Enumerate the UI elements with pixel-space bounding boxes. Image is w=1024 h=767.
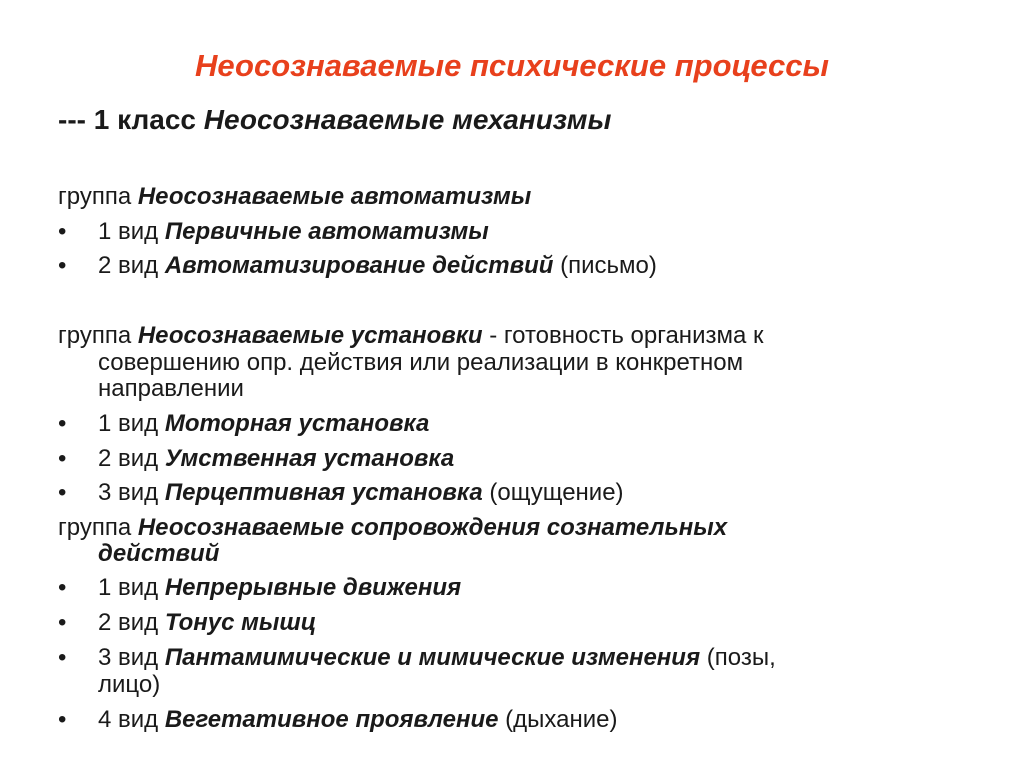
class-prefix: --- 1 класс	[58, 104, 204, 135]
list-item	[58, 251, 657, 281]
item-suffix: (ощущение)	[482, 479, 624, 506]
list-item	[58, 409, 429, 439]
bullet-icon: •	[58, 479, 67, 506]
item-prefix: 1 вид	[98, 218, 165, 245]
class-name: Неосознаваемые механизмы	[203, 104, 612, 135]
bullet-icon: •	[58, 252, 67, 279]
item-prefix: 3 вид	[98, 479, 165, 506]
item-name: Перцептивная установка	[164, 479, 483, 506]
bullet-icon: •	[58, 410, 67, 437]
list-item	[58, 573, 461, 603]
group-description: - готовность организма к	[482, 322, 764, 349]
group-description-line: направлении	[98, 375, 244, 402]
group-name-line2: действий	[98, 540, 220, 567]
item-name: Вегетативное проявление	[164, 706, 499, 733]
bullet-icon: •	[58, 644, 67, 671]
group-name: Неосознаваемые сопровождения сознательных	[137, 514, 728, 541]
item-suffix-continuation: лицо)	[98, 671, 161, 698]
group-prefix: группа	[58, 322, 138, 349]
bullet-icon: •	[58, 706, 67, 733]
group-name-continuation	[98, 539, 219, 569]
bullet-icon: •	[58, 218, 67, 245]
item-prefix: 3 вид	[98, 644, 165, 671]
item-prefix: 4 вид	[98, 706, 165, 733]
group-description-line: совершению опр. действия или реализации в конкретном	[98, 349, 744, 376]
item-name: Непрерывные движения	[164, 574, 462, 601]
list-item	[58, 705, 618, 735]
item-name: Тонус мышц	[164, 609, 317, 636]
item-name: Первичные автоматизмы	[164, 218, 489, 245]
bullet-icon: •	[58, 574, 67, 601]
group-heading	[58, 321, 764, 351]
item-prefix: 2 вид	[98, 252, 165, 279]
group-heading	[58, 182, 531, 212]
bullet-icon: •	[58, 609, 67, 636]
group-name: Неосознаваемые установки	[137, 322, 483, 349]
list-item	[58, 478, 624, 508]
list-item	[58, 608, 316, 638]
group-prefix: группа	[58, 183, 138, 210]
group-name: Неосознаваемые автоматизмы	[137, 183, 532, 210]
item-name: Моторная установка	[164, 410, 430, 437]
item-name: Умственная установка	[164, 445, 455, 472]
item-suffix: (позы,	[700, 644, 776, 671]
bullet-icon: •	[58, 445, 67, 472]
item-name: Пантамимические и мимические изменения	[164, 644, 701, 671]
list-item	[58, 217, 489, 247]
item-prefix: 1 вид	[98, 574, 165, 601]
item-prefix: 1 вид	[98, 410, 165, 437]
item-suffix: (дыхание)	[498, 706, 618, 733]
list-item	[58, 444, 454, 474]
class-heading	[58, 102, 611, 138]
item-name: Автоматизирование действий	[164, 252, 554, 279]
list-item	[58, 643, 776, 673]
item-prefix: 2 вид	[98, 445, 165, 472]
slide-title: Неосознаваемые психические процессы	[195, 48, 829, 83]
item-suffix: (письмо)	[553, 252, 657, 279]
group-prefix: группа	[58, 514, 138, 541]
item-prefix: 2 вид	[98, 609, 165, 636]
